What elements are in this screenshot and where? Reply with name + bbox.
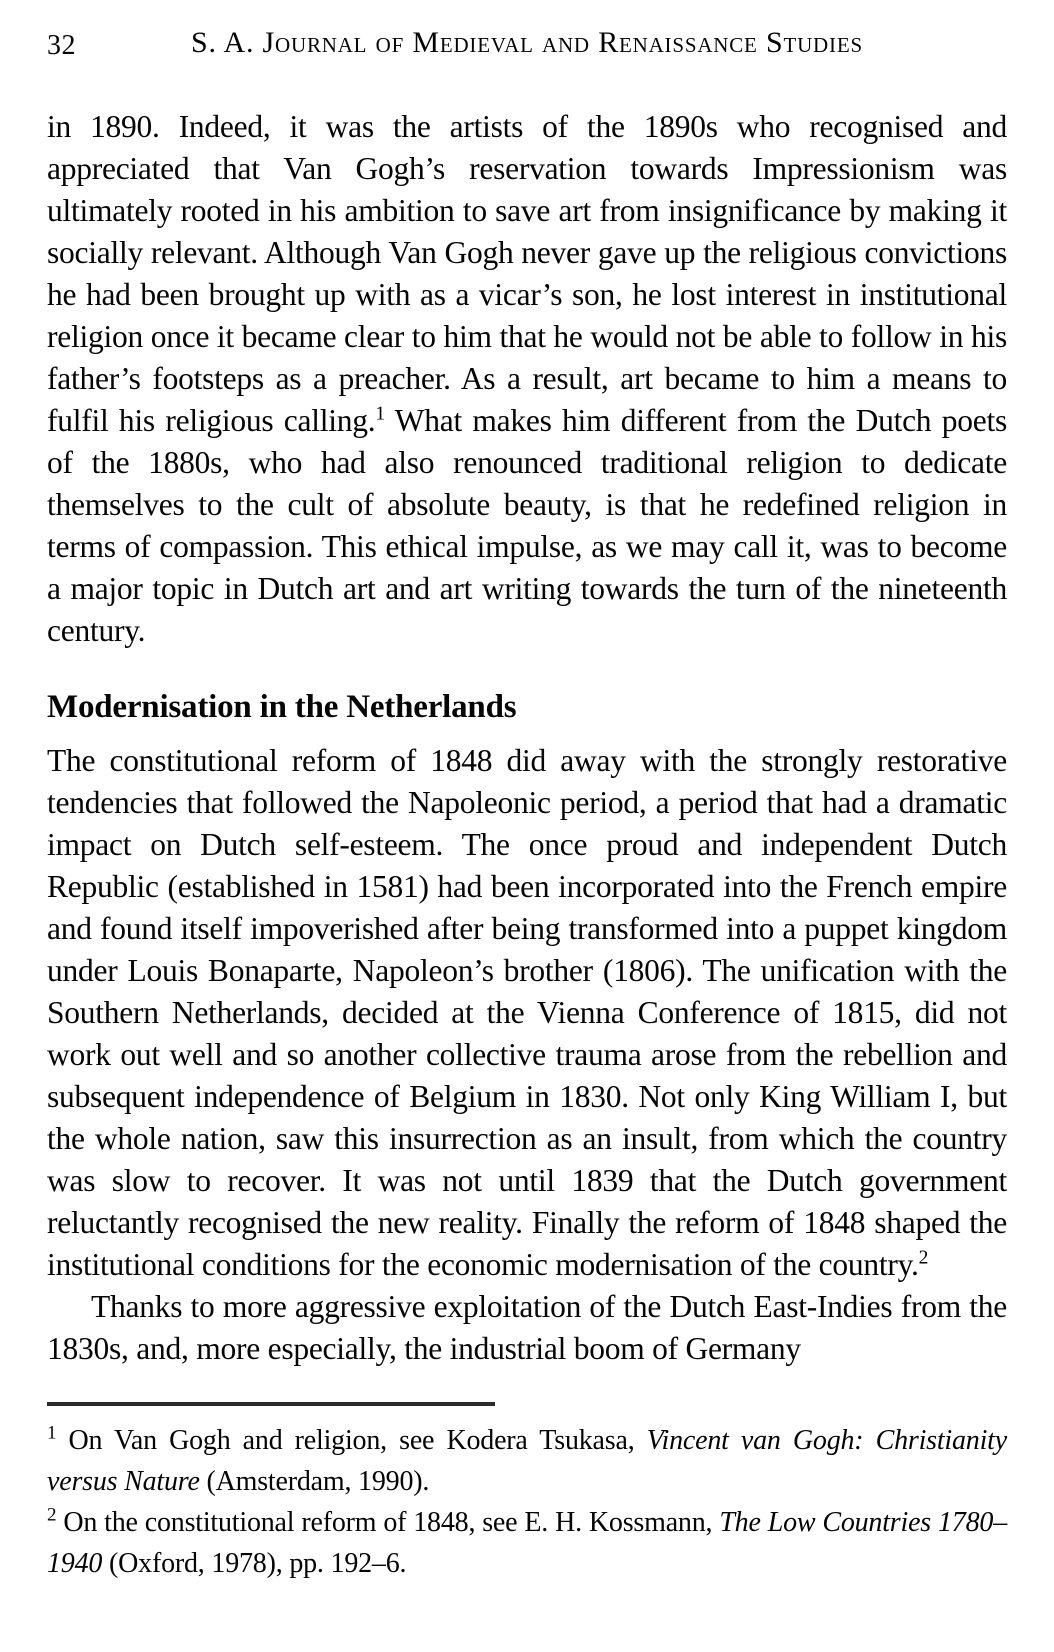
footnote-1-marker: 1: [47, 1422, 57, 1444]
article-body: [47, 106, 1007, 1370]
footnote-2-marker: 2: [47, 1504, 57, 1526]
footnote-2-text: On the constitutional reform of 1848, see E. H. Kossmann,: [56, 1507, 720, 1538]
footnote-1-book-title: Vincent van Gogh: Christianity versus Nature: [47, 1425, 1007, 1497]
footnotes: [47, 1420, 1007, 1584]
paragraph-east-indies: Thanks to more aggressive exploitation of the Dutch East-Indies from the 1830s, and, more especially, the industrial boom of Germany: [47, 1289, 1007, 1366]
footnote-ref-1: 1: [375, 403, 385, 425]
footnote-ref-2: 2: [918, 1247, 929, 1269]
footnote-section: [47, 1402, 1007, 1584]
footnote-1: [47, 1420, 1007, 1502]
page-header: [47, 26, 1007, 68]
paragraph-van-gogh-text: in 1890. Indeed, it was the artists of the 1890s who recognised and appreciated that Van Gogh’s reservation towards Impressionism was ultimately rooted in his ambition to save art from insignificance by making it socially relevant. Although Van Gogh never gave up the religious convictions he had been brought up with as a vicar’s son, he lost interest in institutional religion once it became clear to him that he would not be able to follow in his father’s footsteps as a preacher. As a result, art became to him a means to fulfil his religious calling.: [47, 109, 1007, 438]
footnote-2-book-title: The Low Countries 1780–1940: [47, 1507, 1007, 1579]
footnote-2-citation: (Oxford, 1978), pp. 192–6.: [102, 1548, 407, 1579]
paragraph-van-gogh-continued: What makes him different from the Dutch poets of the 1880s, who had also renounced traditional religion to dedicate themselves to the cult of absolute beauty, is that he redefined religion in terms of compassion. This ethical impulse, as we may call it, was to become a major topic in Dutch art and art writing towards the turn of the nineteenth century.: [47, 403, 1007, 648]
paragraph-constitutional-reform-text: The constitutional reform of 1848 did away with the strongly restorative tendencies that followed the Napoleonic period, a period that had a dramatic impact on Dutch self-esteem. The once proud and independent Dutch Republic (established in 1581) had been incorporated into the French empire and found itself impoverished after being transformed into a puppet kingdom under Louis Bonaparte, Napoleon’s brother (1806). The unification with the Southern Netherlands, decided at the Vienna Conference of 1815, did not work out well and so another collective trauma arose from the rebellion and subsequent independence of Belgium in 1830. Not only King William I, but the whole nation, saw this insurrection as an insult, from which the country was slow to recover. It was not until 1839 that the Dutch government reluctantly recognised the new reality. Finally the reform of 1848 shaped the institutional conditions for the economic modernisation of the country.: [47, 743, 1007, 1282]
paragraph-van-gogh: [47, 106, 1007, 652]
footnote-1-text: On Van Gogh and religion, see Kodera Tsukasa,: [56, 1425, 647, 1456]
footnote-1-citation: (Amsterdam, 1990).: [199, 1466, 430, 1497]
footnote-separator-rule: [47, 1402, 495, 1406]
paragraph-constitutional-reform: [47, 740, 1007, 1286]
page-number: 32: [47, 30, 76, 61]
footnote-2: [47, 1502, 1007, 1584]
running-head: S. A. Journal of Medieval and Renaissance Studies: [191, 26, 863, 59]
section-heading: Modernisation in the Netherlands: [47, 689, 517, 725]
